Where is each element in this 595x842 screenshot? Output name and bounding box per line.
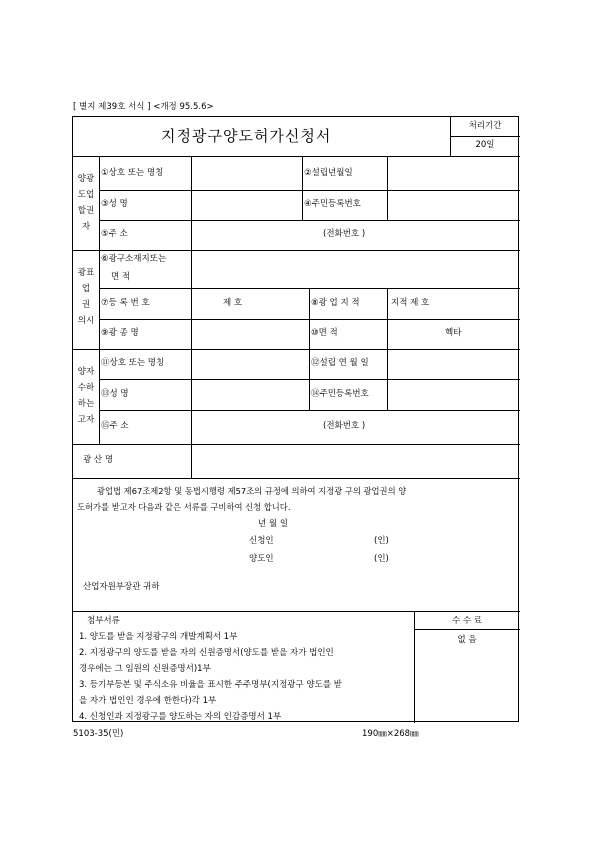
transferee-name-label: ①상호 또는 명칭 [101,168,164,178]
attachments-heading: 첨부서류 [87,616,120,626]
transferor-phone: (전화번호 ) [323,421,366,431]
transferee-address-label: ⑤주 소 [101,229,128,239]
transferor-signature-label: 양도인 [249,554,274,564]
mineral-name-label: ⑨광 종 명 [101,328,139,338]
fee-label: 수 수 료 [451,616,483,626]
recipient: 산업자원부장관 귀하 [83,582,160,592]
application-date: 년 월 일 [258,519,289,529]
transferor-section-label: 양자 수하 하는 고자 [77,367,95,425]
form-code: 5103-35(민) [73,729,124,739]
transferor-name-label: ⑪상호 또는 명칭 [101,358,165,368]
attachment-item: 2. 지정광구의 양도를 받을 자의 신원증명서(양도를 받을 자가 법인인 [79,648,334,658]
mine-area-label: ⑩면 적 [311,328,338,338]
transferee-founding-date-label: ②설립년월일 [304,168,353,178]
transferor-person-label: ⑬성 명 [101,389,129,399]
applicant-seal: (인) [374,536,389,546]
transferor-founding-date-label: ⑫설립 연 월 일 [311,358,369,368]
attachment-item: 4. 신청인과 지정광구를 양도하는 자의 인감증명서 1부 [79,712,282,722]
attachment-item: 3. 등기부등본 및 주식소유 비율을 표시한 주주명부(지정광구 양도를 받 [79,680,342,690]
applicant-label: 신청인 [249,536,274,546]
transferee-id-label: ④주민등록번호 [304,199,361,209]
transferor-id-label: ⑭주민등록번호 [311,389,369,399]
transferor-seal: (인) [374,554,389,564]
processing-period-value: 20일 [475,140,495,150]
application-form [72,116,519,722]
registration-number-label: ⑦등 록 번 호 [101,298,150,308]
form-reference: [ 별지 제39호 서식 ] <개정 95.5.6> [73,102,214,112]
mine-name-label: 광 산 명 [83,455,114,465]
fee-value: 없 음 [457,635,477,645]
form-title: 지정광구양도허가신청서 [161,127,332,145]
mine-location-area-label: 면 적 [111,272,131,282]
transferee-section-label: 양광 도업 할권 자 [77,174,95,232]
processing-period-label: 처리기간 [468,121,502,131]
registration-number-value: 제 호 [223,298,243,308]
mine-area-unit: 헥타 [445,328,462,338]
application-statement-line-2: 도허가를 받고자 다음과 같은 서류를 구비하여 신청 합니다. [77,502,291,512]
mine-rights-section-label: 광표 업 권 의시 [77,268,95,326]
transferor-address-label: ⑮주 소 [101,421,129,431]
mine-location-label: ⑥광구소재지또는 [101,254,167,264]
attachment-item: 경우에는 그 임원의 신원증명서)1부 [79,664,211,674]
application-statement-line-1: 광업법 제67조제2항 및 동법시행령 제57조의 규정에 의하여 지정광 구의 광업권의 양 [97,486,407,496]
mining-zone-value: 지적 제 호 [391,298,430,308]
attachment-item: 1. 양도를 받을 지정광구의 개발계획서 1부 [79,632,238,642]
transferee-person-label: ③성 명 [101,199,128,209]
paper-size: 190㎜×268㎜ [362,729,419,739]
transferee-phone: (전화번호 ) [323,229,366,239]
mining-zone-label: ⑧광 업 지 적 [311,298,360,308]
attachment-item: 을 자가 법인인 경우에 한한다)각 1부 [79,696,217,706]
